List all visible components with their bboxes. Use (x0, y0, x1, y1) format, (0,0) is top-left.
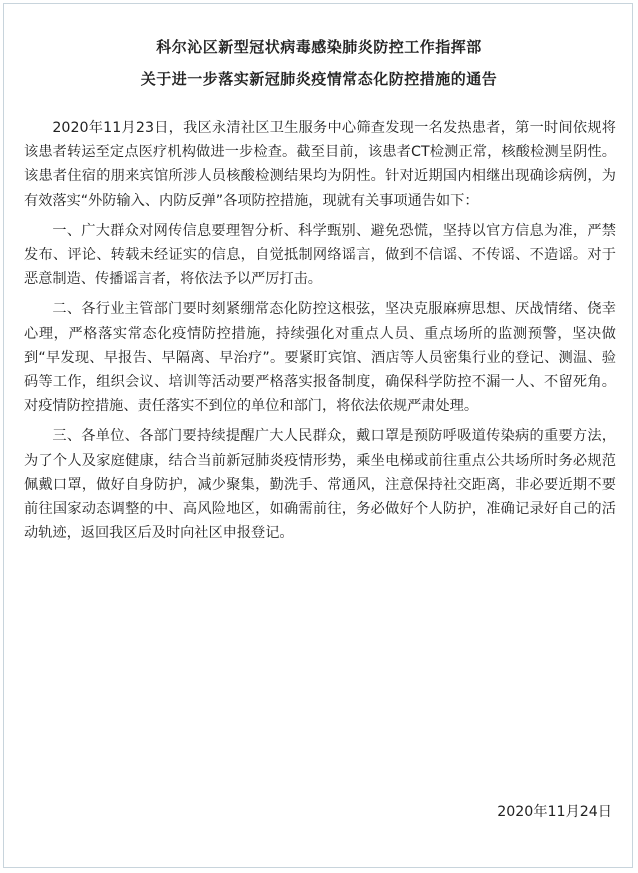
paragraph-item-3: 三、各单位、各部门要持续提醒广大人民群众，戴口罩是预防呼吸道传染病的重要方法，为了个人及家庭健康，结合当前新冠肺炎疫情形势，乘坐电梯或前往重点公共场所时务必规范佩戴口罩，做好自身防护，减少聚集，勤洗手、常通风，注意保持社交距离，非必要近期不要前往国家动态调整的中、高风险地区，如确需前往，务必做好个人防护，准确记录好自己的活动轨迹，返回我区后及时向社区申报登记。 (24, 428, 616, 542)
document-title-line-2: 关于进一步落实新冠肺炎疫情常态化防控措施的通告 (140, 70, 498, 88)
document-title-line-1: 科尔沁区新型冠状病毒感染肺炎防控工作指挥部 (156, 38, 482, 56)
paragraph-intro: 2020年11月23日，我区永清社区卫生服务中心筛查发现一名发热患者，第一时间依规将该患者转运至定点医疗机构做进一步检查。截至目前，该患者CT检测正常，核酸检测呈阴性。该患者住宿的朋来宾馆所涉人员核酸检测结果均为阴性。针对近期国内相继出现确诊病例，为有效落实“外防输入、内防反弹”各项防控措施，现就有关事项通告如下： (24, 120, 616, 209)
paragraph-item-2: 二、各行业主管部门要时刻紧绷常态化防控这根弦，坚决克服麻痹思想、厌战情绪、侥幸心理，严格落实常态化疫情防控措施，持续强化对重点人员、重点场所的监测预警，坚决做到“早发现、早报告、早隔离、早治疗”。要紧盯宾馆、酒店等人员密集行业的登记、测温、验码等工作，组织会议、培训等活动要严格落实报备制度，确保科学防控不漏一人、不留死角。对疫情防控措施、责任落实不到位的单位和部门，将依法依规严肃处理。 (24, 301, 616, 415)
paragraph-item-1: 一、广大群众对网传信息要理智分析、科学甄别、避免恐慌，坚持以官方信息为准，严禁发布、评论、转载未经证实的信息，自觉抵制网络谣言，做到不信谣、不传谣、不造谣。对于恶意制造、传播谣言者，将依法予以严厉打击。 (24, 222, 616, 288)
document-date: 2020年11月24日 (497, 804, 612, 820)
document-body (24, 116, 616, 545)
